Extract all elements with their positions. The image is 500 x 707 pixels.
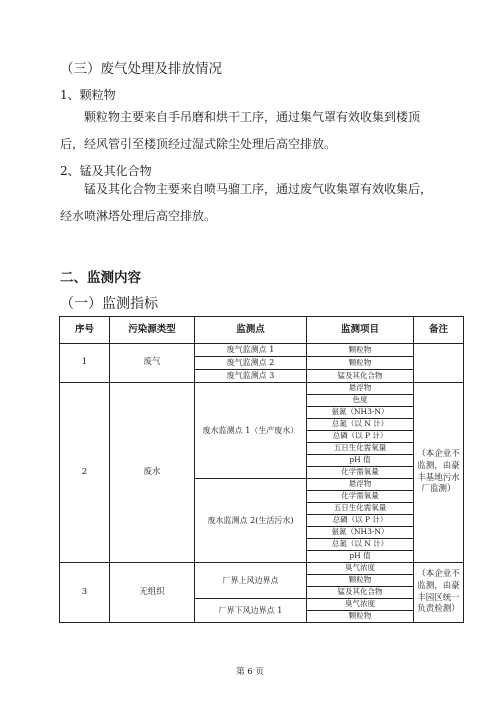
monitoring-table: [59, 316, 464, 623]
header-item: 监测项目: [307, 317, 414, 344]
monitoring-item-cell: 化学需氧量: [307, 467, 414, 479]
monitoring-item-cell: 五日生化需氧量: [307, 443, 414, 455]
source-type-cell: 无组织: [110, 563, 195, 623]
monitoring-point-cell: 废气监测点 1: [195, 344, 307, 357]
table-row: [60, 383, 464, 395]
section-heading-monitoring: 二、监测内容: [60, 270, 141, 286]
monitoring-point-cell: 废气监测点 2: [195, 357, 307, 370]
monitoring-item-cell: 悬浮物: [307, 479, 414, 491]
table-row: [60, 563, 464, 575]
monitoring-item-cell: 氨氮（NH3-N）: [307, 527, 414, 539]
monitoring-item-cell: 氨氮（NH3-N）: [307, 407, 414, 419]
monitoring-item-cell: pH 值: [307, 455, 414, 467]
item-title-manganese: 2、锰及其化合物: [60, 164, 152, 178]
subsection-heading-indicators: （一）监测指标: [60, 296, 158, 312]
table-group-exhaust: [60, 344, 464, 383]
monitoring-point-cell: 厂界下风边界点 1: [195, 599, 307, 623]
monitoring-item-cell: 颗粒物: [307, 611, 414, 623]
monitoring-item-cell: 颗粒物: [307, 575, 414, 587]
source-type-cell: 废气: [110, 344, 195, 383]
monitoring-item-cell: 颗粒物: [307, 344, 414, 357]
header-source-type: 污染源类型: [110, 317, 195, 344]
paragraph-particulate: 颗粒物主要来自手吊磨和烘干工序，通过集气罩有效收集到楼顶后，经风管引至楼顶经过湿式除尘处理后高空排放。: [60, 110, 421, 151]
monitoring-item-cell: 锰及其化合物: [307, 370, 414, 383]
monitoring-item-cell: 锰及其化合物: [307, 587, 414, 599]
section-heading-exhaust: （三）废气处理及排放情况: [60, 61, 222, 77]
remark-cell-empty: [414, 344, 464, 383]
monitoring-point-cell: 废水监测点 1（生产废水）: [195, 383, 307, 479]
monitoring-item-cell: 臭气浓度: [307, 599, 414, 611]
header-note: 备注: [414, 317, 464, 344]
monitoring-item-cell: 总氮（以 N 计）: [307, 419, 414, 431]
source-type-cell: 废水: [110, 383, 195, 563]
table-header-row: [60, 317, 464, 344]
monitoring-point-cell: 废水监测点 2(生活污水): [195, 479, 307, 563]
table-group-unorganized: [60, 563, 464, 623]
monitoring-item-cell: 总磷（以 P 计）: [307, 431, 414, 443]
paragraph-manganese: 锰及其化合物主要来自喷马骝工序，通过废气收集罩有效收集后，经水喷淋塔处理后高空排放。: [60, 182, 433, 223]
row-number-cell: 1: [60, 344, 110, 383]
monitoring-item-cell: 化学需氧量: [307, 491, 414, 503]
monitoring-item-cell: 色度: [307, 395, 414, 407]
monitoring-item-cell: 总氮（以 N 计）: [307, 539, 414, 551]
monitoring-item-cell: 臭气浓度: [307, 563, 414, 575]
table-row: [60, 344, 464, 357]
item-title-particulate: 1、颗粒物: [60, 88, 116, 102]
remark-cell: （本企业不监测，由豪丰基地污水厂监测）: [414, 383, 464, 563]
monitoring-item-cell: pH 值: [307, 551, 414, 563]
monitoring-point-cell: 厂界上风边界点: [195, 563, 307, 599]
header-no: 序号: [60, 317, 110, 344]
monitoring-item-cell: 总磷（以 P 计）: [307, 515, 414, 527]
monitoring-item-cell: 悬浮物: [307, 383, 414, 395]
header-point: 监测点: [195, 317, 307, 344]
monitoring-point-cell: 废气监测点 3: [195, 370, 307, 383]
table-group-wastewater: [60, 383, 464, 563]
monitoring-item-cell: 五日生化需氧量: [307, 503, 414, 515]
page-footer: 第 6 页: [236, 667, 264, 677]
remark-cell: （本企业不监测，由豪丰园区统一负责检测）: [414, 563, 464, 623]
monitoring-item-cell: 颗粒物: [307, 357, 414, 370]
row-number-cell: 2: [60, 383, 110, 563]
row-number-cell: 3: [60, 563, 110, 623]
